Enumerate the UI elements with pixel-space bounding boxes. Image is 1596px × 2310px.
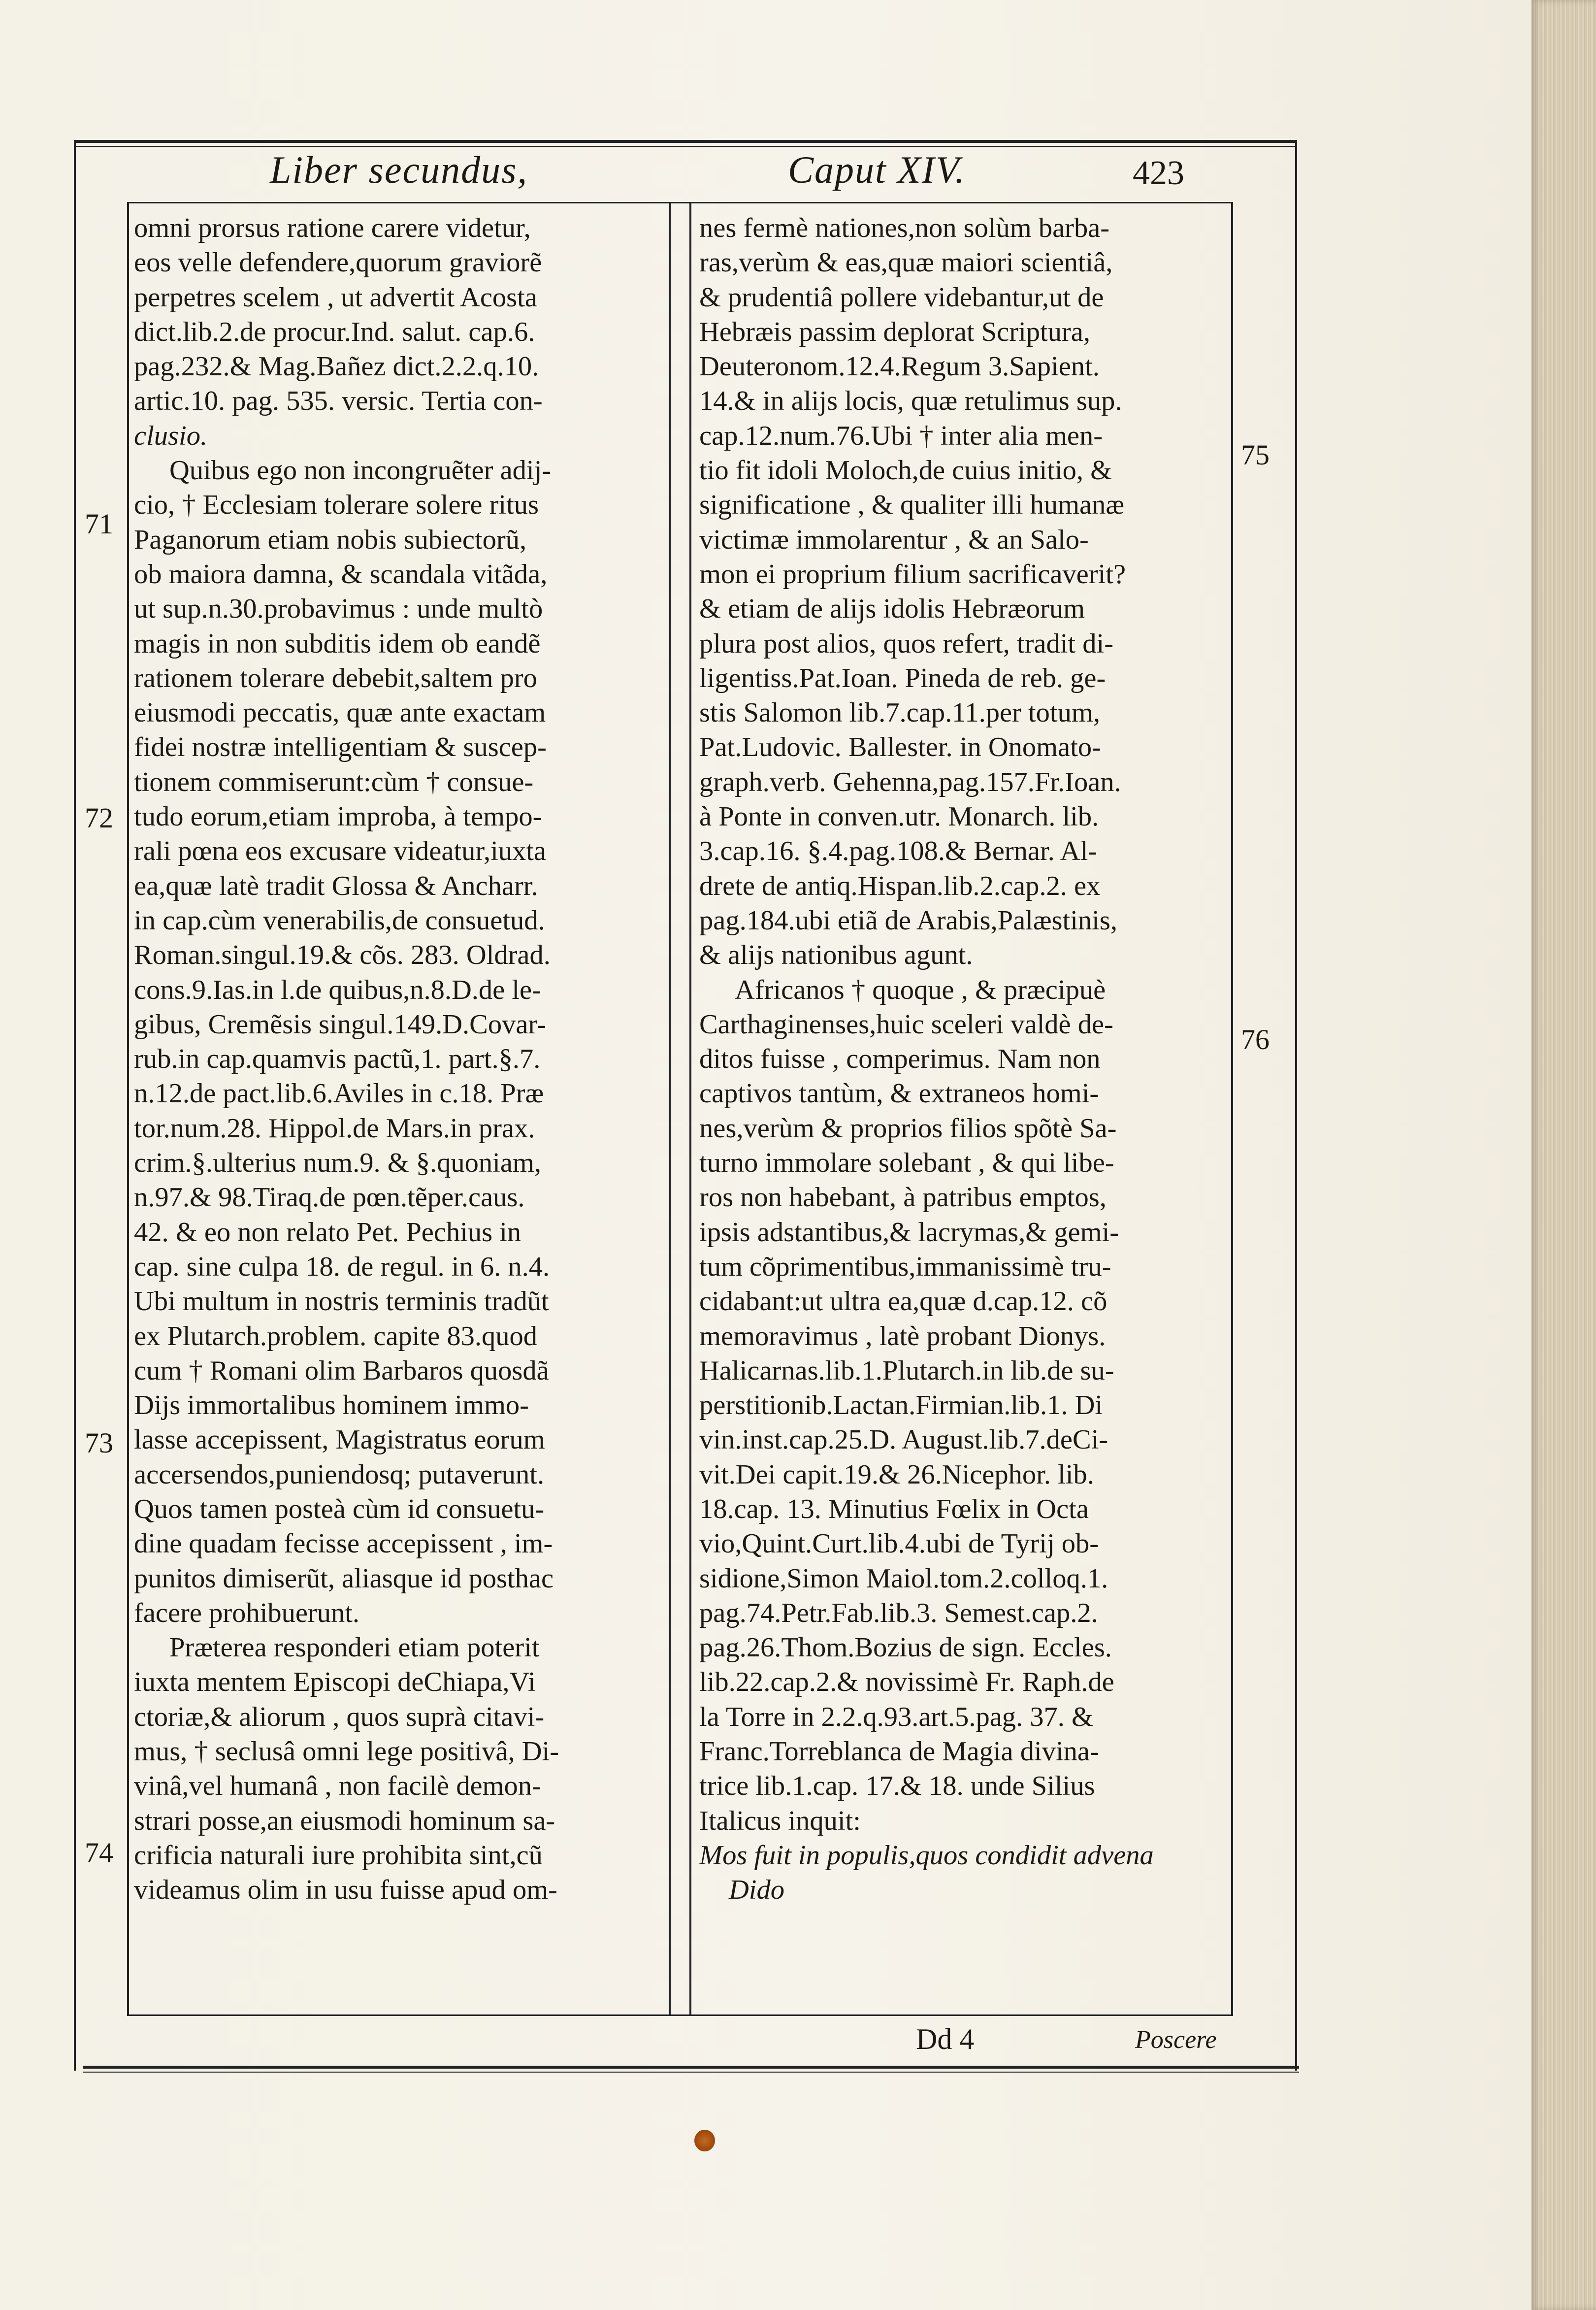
text-line: omni prorsus ratione carere videtur, <box>134 213 531 243</box>
text-line: Ubi multum in nostris terminis tradũt <box>134 1286 549 1317</box>
text-line: victimæ immolarentur , & an Salo- <box>699 524 1089 555</box>
text-line: Carthaginenses,huic sceleri valdè de- <box>699 1009 1113 1040</box>
text-line: lib.22.cap.2.& novissimè Fr. Raph.de <box>699 1667 1114 1698</box>
text-line: la Torre in 2.2.q.93.art.5.pag. 37. & <box>699 1701 1093 1732</box>
text-area-top-rule <box>127 202 1233 203</box>
text-line: accersendos,puniendosq; putaverunt. <box>134 1459 545 1490</box>
text-line: & prudentiâ pollere videbantur,ut de <box>699 282 1104 313</box>
text-line: ex Plutarch.problem. capite 83.quod <box>134 1320 538 1352</box>
text-line: Roman.singul.19.& cõs. 283. Oldrad. <box>134 940 551 971</box>
running-title-center: Caput XIV. <box>788 148 966 191</box>
text-line: crificia naturali iure prohibita sint,cũ <box>134 1840 543 1871</box>
bottom-rule-thin <box>83 2072 1299 2073</box>
margin-number-72: 72 <box>85 802 113 834</box>
text-line: & alijs nationibus agunt. <box>699 940 973 971</box>
text-line: Africanos † quoque , & præcipuè <box>735 974 1106 1005</box>
text-line: dict.lib.2.de procur.Ind. salut. cap.6. <box>134 316 535 347</box>
text-line: in cap.cùm venerabilis,de consuetud. <box>134 905 545 936</box>
text-line: punitos dimiserũt, aliasque id posthac <box>134 1563 554 1594</box>
margin-number-76: 76 <box>1241 1023 1270 1056</box>
outer-left-rule <box>74 140 76 2071</box>
text-line: memoravimus , latè probant Dionys. <box>699 1320 1106 1352</box>
text-line: n.97.& 98.Tiraq.de pœn.tẽper.caus. <box>134 1182 525 1213</box>
text-line: ctoriæ,& aliorum , quos suprà citavi- <box>134 1701 545 1732</box>
text-line: Quibus ego non incongruẽter adij- <box>169 455 552 486</box>
text-line: vin.inst.cap.25.D. August.lib.7.deCi- <box>699 1424 1108 1455</box>
text-line: 3.cap.16. §.4.pag.108.& Bernar. Al- <box>699 836 1098 867</box>
text-line: tor.num.28. Hippol.de Mars.in prax. <box>134 1113 535 1144</box>
text-line: ditos fuisse , comperimus. Nam non <box>699 1044 1101 1075</box>
verse-line: Dido <box>729 1875 784 1906</box>
text-line: nes fermè nationes,non solùm barba- <box>699 213 1110 243</box>
text-line: ut sup.n.30.probavimus : unde multò <box>134 594 543 625</box>
text-line: perpetres scelem , ut advertit Acosta <box>134 282 537 313</box>
text-line: 18.cap. 13. Minutius Fœlix in Octa <box>699 1493 1089 1524</box>
text-line: mus, † seclusâ omni lege positivâ, Di- <box>134 1736 559 1767</box>
text-line: Deuteronom.12.4.Regum 3.Sapient. <box>699 351 1100 382</box>
page-number: 423 <box>1133 154 1184 192</box>
text-line: Pat.Ludovic. Ballester. in Onomato- <box>699 732 1101 763</box>
verse-line: Mos fuit in populis,quos condidit advena <box>699 1840 1154 1871</box>
text-line: facere prohibuerunt. <box>134 1597 360 1628</box>
text-line: graph.verb. Gehenna,pag.157.Fr.Ioan. <box>699 766 1121 797</box>
outer-right-rule <box>1295 140 1297 2071</box>
text-line: Dijs immortalibus hominem immo- <box>134 1390 529 1421</box>
text-line: ras,verùm & eas,quæ maiori scientiâ, <box>699 247 1113 278</box>
text-line: ob maiora damna, & scandala vitãda, <box>134 559 548 590</box>
text-line: plura post alios, quos refert, tradit di- <box>699 628 1114 659</box>
text-line: ipsis adstantibus,& lacrymas,& gemi- <box>699 1217 1119 1248</box>
text-line: cap. sine culpa 18. de regul. in 6. n.4. <box>134 1251 550 1282</box>
inner-left-rule <box>127 203 129 2015</box>
text-line: Hebræis passim deplorat Scriptura, <box>699 316 1090 347</box>
column-divider-right <box>689 203 691 2015</box>
margin-number-75: 75 <box>1241 439 1270 471</box>
text-line: clusio. <box>134 420 208 451</box>
text-line: strari posse,an eiusmodi hominum sa- <box>134 1805 555 1836</box>
text-line: ligentiss.Pat.Ioan. Pineda de reb. ge- <box>699 662 1106 693</box>
text-line: rali pœna eos excusare videatur,iuxta <box>134 836 547 867</box>
text-line: n.12.de pact.lib.6.Aviles in c.18. Præ <box>134 1078 544 1109</box>
top-rule-thin <box>74 146 1295 147</box>
text-line: eiusmodi peccatis, quæ ante exactam <box>134 697 546 728</box>
text-line: eos velle defendere,quorum graviorẽ <box>134 247 542 278</box>
text-line: tionem commiserunt:cùm † consue- <box>134 766 534 797</box>
text-line: pag.74.Petr.Fab.lib.3. Semest.cap.2. <box>699 1597 1098 1628</box>
text-line: iuxta mentem Episcopi deChiapa,Vi <box>134 1667 536 1698</box>
catchword: Poscere <box>1135 2026 1217 2054</box>
text-line: significatione , & qualiter illi humanæ <box>699 490 1125 521</box>
text-line: rationem tolerare debebit,saltem pro <box>134 662 537 693</box>
text-line: tio fit idoli Moloch,de cuius initio, & <box>699 455 1112 486</box>
text-line: pag.232.& Mag.Bañez dict.2.2.q.10. <box>134 351 539 382</box>
text-line: vit.Dei capit.19.& 26.Nicephor. lib. <box>699 1459 1094 1490</box>
margin-number-73: 73 <box>85 1427 113 1459</box>
text-line: mon ei proprium filium sacrificaverit? <box>699 559 1126 590</box>
text-line: stis Salomon lib.7.cap.11.per totum, <box>699 697 1100 728</box>
text-line: dine quadam fecisse accepissent , im- <box>134 1528 553 1559</box>
text-line: nes,verùm & proprios filios spõtè Sa- <box>699 1113 1117 1144</box>
text-line: captivos tantùm, & extraneos homi- <box>699 1078 1099 1109</box>
text-line: Præterea responderi etiam poterit <box>169 1632 540 1663</box>
left-text-column <box>134 211 652 1908</box>
right-text-column <box>699 211 1221 1908</box>
text-line: Quos tamen posteà cùm id consuetu- <box>134 1493 545 1524</box>
text-line: cio, † Ecclesiam tolerare solere ritus <box>134 490 539 521</box>
text-line: tudo eorum,etiam improba, à tempo- <box>134 801 542 832</box>
text-line: trice lib.1.cap. 17.& 18. unde Silius <box>699 1771 1095 1802</box>
text-line: 14.& in alijs locis, quæ retulimus sup. <box>699 386 1122 417</box>
text-area-bottom-rule <box>127 2014 1233 2016</box>
text-line: fidei nostræ intelligentiam & suscep- <box>134 732 547 763</box>
text-line: vinâ,vel humanâ , non facilè demon- <box>134 1771 541 1802</box>
text-line: ros non habebant, à patribus emptos, <box>699 1182 1107 1213</box>
text-line: Italicus inquit: <box>699 1805 861 1836</box>
text-line: pag.26.Thom.Bozius de sign. Eccles. <box>699 1632 1112 1663</box>
text-line: turno immolare solebant , & qui libe- <box>699 1148 1114 1179</box>
text-line: artic.10. pag. 535. versic. Tertia con- <box>134 386 543 417</box>
text-line: Halicarnas.lib.1.Plutarch.in lib.de su- <box>699 1355 1114 1386</box>
text-line: cap.12.num.76.Ubi † inter alia men- <box>699 420 1103 451</box>
margin-number-71: 71 <box>85 508 113 540</box>
text-line: cum † Romani olim Barbaros quosdã <box>134 1355 549 1386</box>
text-line: cidabant:ut ultra ea,quæ d.cap.12. cõ <box>699 1286 1107 1317</box>
text-line: gibus, Cremẽsis singul.149.D.Covar- <box>134 1009 546 1040</box>
text-line: crim.§.ulterius num.9. & §.quoniam, <box>134 1148 542 1179</box>
text-line: vio,Quint.Curt.lib.4.ubi de Tyrij ob- <box>699 1528 1099 1559</box>
running-title-left: Liber secundus, <box>270 148 528 191</box>
text-line: Paganorum etiam nobis subiectorũ, <box>134 524 527 555</box>
text-line: pag.184.ubi etiã de Arabis,Palæstinis, <box>699 905 1117 936</box>
inner-right-rule <box>1231 203 1233 2015</box>
page-fore-edge <box>1531 0 1596 2310</box>
text-line: ea,quæ latè tradit Glossa & Ancharr. <box>134 870 538 901</box>
text-line: rub.in cap.quamvis pactũ,1. part.§.7. <box>134 1044 541 1075</box>
text-line: 42. & eo non relato Pet. Pechius in <box>134 1217 521 1248</box>
text-line: & etiam de alijs idolis Hebræorum <box>699 594 1085 625</box>
bottom-rule <box>83 2066 1299 2069</box>
text-line: videamus olim in usu fuisse apud om- <box>134 1875 557 1906</box>
margin-number-74: 74 <box>85 1837 113 1869</box>
text-line: cons.9.Ias.in l.de quibus,n.8.D.de le- <box>134 974 541 1005</box>
top-rule <box>74 140 1295 143</box>
text-line: sidione,Simon Maiol.tom.2.colloq.1. <box>699 1563 1108 1594</box>
text-line: tum cõprimentibus,immanissimè tru- <box>699 1251 1111 1282</box>
text-line: drete de antiq.Hispan.lib.2.cap.2. ex <box>699 870 1101 901</box>
text-line: magis in non subditis idem ob eandẽ <box>134 628 541 659</box>
signature-mark: Dd 4 <box>916 2023 975 2055</box>
text-line: à Ponte in conven.utr. Monarch. lib. <box>699 801 1099 832</box>
text-line: lasse accepissent, Magistratus eorum <box>134 1424 545 1455</box>
column-divider-left <box>669 203 671 2015</box>
text-line: perstitionib.Lactan.Firmian.lib.1. Di <box>699 1390 1103 1421</box>
paper-stain <box>694 2130 715 2151</box>
text-line: Franc.Torreblanca de Magia divina- <box>699 1736 1099 1767</box>
